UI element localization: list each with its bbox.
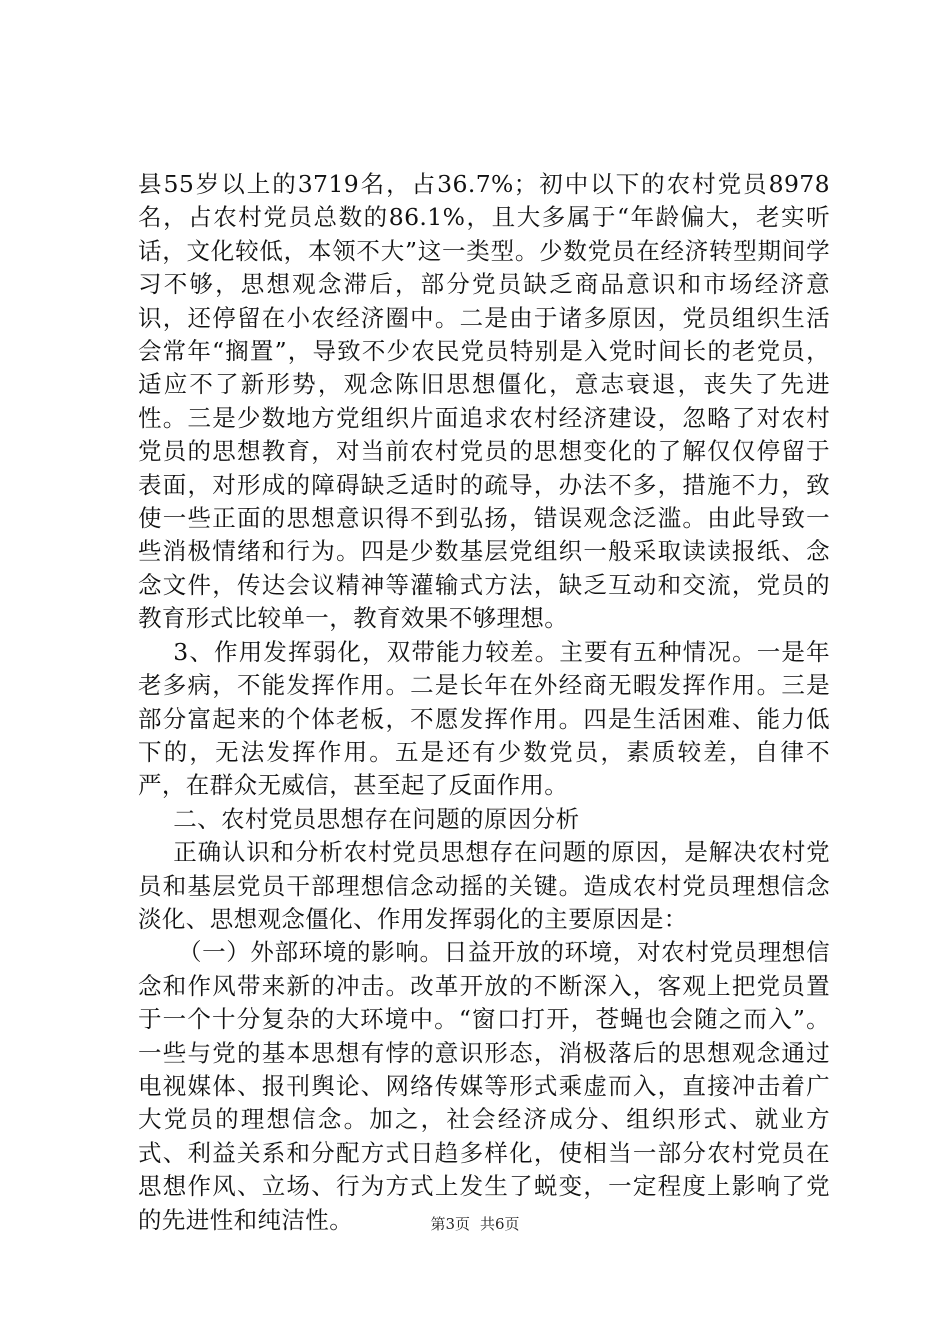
- page-number: 第3页: [430, 1215, 470, 1233]
- document-body: [138, 168, 830, 1237]
- page-total: 共6页: [480, 1215, 520, 1233]
- section-heading-cause-analysis: 二、农村党员思想存在问题的原因分析: [173, 804, 580, 833]
- paragraph-correct-understanding: 正确认识和分析农村党员思想存在问题的原因，是解决农村党员和基层党员干部理想信念动摇的关键。造成农村党员理想信念淡化、思想观念僵化、作用发挥弱化的主要原因是：: [138, 838, 830, 933]
- paragraph-external-environment: （一）外部环境的影响。日益开放的环境，对农村党员理想信念和作风带来新的冲击。改革开放的不断深入，客观上把党员置于一个十分复杂的大环境中。“窗口打开，苍蝇也会随之而入”。一些与党的基本思想有悖的意识形态，消极落后的思想观念通过电视媒体、报刊舆论、网络传媒等形式乘虚而入，直接冲击着广大党员的理想信念。加之，社会经济成分、组织形式、就业方式、利益关系和分配方式日趋多样化，使相当一部分农村党员在思想作风、立场、行为方式上发生了蜕变，一定程度上影响了党的先进性和纯洁性。: [138, 938, 830, 1234]
- paragraph-role-weakened: 3、作用发挥弱化，双带能力较差。主要有五种情况。一是年老多病，不能发挥作用。二是长年在外经商无暇发挥作用。三是部分富起来的个体老板，不愿发挥作用。四是生活困难、能力低下的，无法发挥作用。五是还有少数党员，素质较差，自律不严，在群众无威信，甚至起了反面作用。: [138, 637, 830, 800]
- page-footer: [0, 1214, 950, 1234]
- paragraph-party-member-age-education: 县55岁以上的3719名，占36.7%；初中以下的农村党员8978名，占农村党员总数的86.1%，且大多属于“年龄偏大，老实听话，文化较低，本领不大”这一类型。少数党员在经济转型期间学习不够，思想观念滞后，部分党员缺乏商品意识和市场经济意识，还停留在小农经济圈中。二是由于诸多原因，党员组织生活会常年“搁置”，导致不少农民党员特别是入党时间长的老党员，适应不了新形势，观念陈旧思想僵化，意志衰退，丧失了先进性。三是少数地方党组织片面追求农村经济建设，忽略了对农村党员的思想教育，对当前农村党员的思想变化的了解仅仅停留于表面，对形成的障碍缺乏适时的疏导，办法不多，措施不力，致使一些正面的思想意识得不到弘扬，错误观念泛滥。由此导致一些消极情绪和行为。四是少数基层党组织一般采取读读报纸、念念文件，传达会议精神等灌输式方法，缺乏互动和交流，党员的教育形式比较单一，教育效果不够理想。: [138, 170, 830, 633]
